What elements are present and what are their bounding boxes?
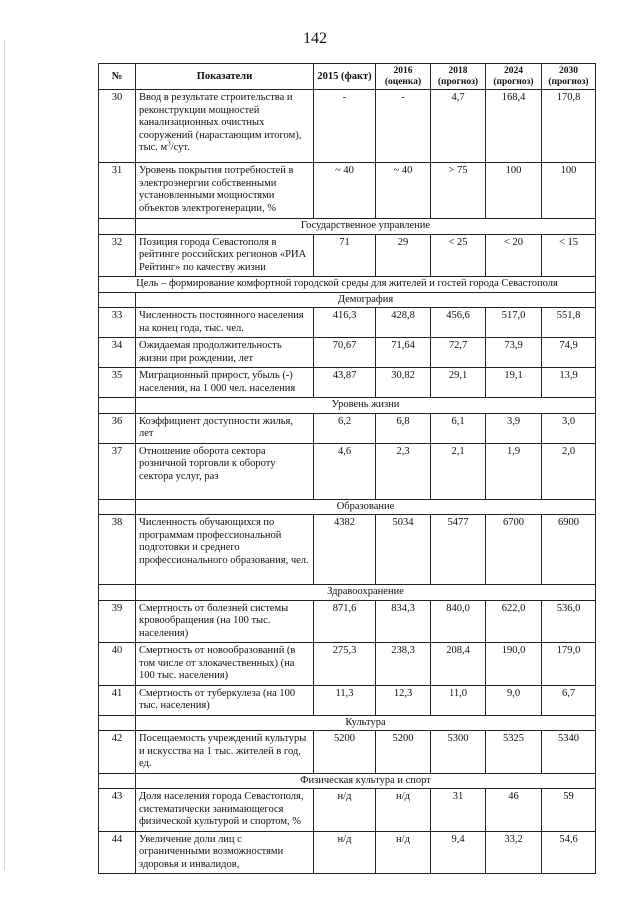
value-2024: 3,9: [486, 413, 542, 443]
header-2016: [376, 64, 431, 90]
value-2018: 72,7: [431, 338, 486, 368]
header-2018: [431, 64, 486, 90]
table-row: [99, 234, 596, 277]
row-indicator: Смертность от болезней системы кровообращения (на 100 тыс. населения): [136, 600, 314, 643]
row-indicator-tail: /сут.: [170, 142, 190, 153]
value-2024: 46: [486, 789, 542, 832]
value-2024: 33,2: [486, 831, 542, 874]
row-indicator: [136, 90, 314, 163]
value-2018: > 75: [431, 163, 486, 219]
value-2018: 2,1: [431, 443, 486, 499]
value-2024: 622,0: [486, 600, 542, 643]
row-indicator: Смертность от туберкулеза (на 100 тыс. населения): [136, 685, 314, 715]
value-2030: 551,8: [542, 308, 596, 338]
section-spacer: [99, 292, 136, 308]
scan-edge-line: [4, 40, 5, 870]
value-2018: 208,4: [431, 643, 486, 686]
value-2030: 170,8: [542, 90, 596, 163]
section-title-healthcare: Здравоохранение: [136, 585, 596, 601]
row-number: 38: [99, 515, 136, 585]
table-header-row: [99, 64, 596, 90]
value-2016: н/д: [376, 831, 431, 874]
section-row: [99, 499, 596, 515]
value-2030: 100: [542, 163, 596, 219]
row-indicator: Доля населения города Севастополя, систематически занимающегося физической культурой и спортом, %: [136, 789, 314, 832]
value-2024: 190,0: [486, 643, 542, 686]
value-2030: 2,0: [542, 443, 596, 499]
page-number: 142: [303, 30, 327, 47]
value-2016: н/д: [376, 789, 431, 832]
value-2016: 29: [376, 234, 431, 277]
row-number: 31: [99, 163, 136, 219]
header-2015: 2015 (факт): [314, 64, 376, 90]
section-spacer: [99, 773, 136, 789]
value-2018: 31: [431, 789, 486, 832]
value-2016: 30,82: [376, 368, 431, 398]
value-2015: 4382: [314, 515, 376, 585]
section-spacer: [99, 715, 136, 731]
row-indicator: Миграционный прирост, убыль (-) населения, на 1 000 чел. населения: [136, 368, 314, 398]
row-number: 35: [99, 368, 136, 398]
value-2030: 179,0: [542, 643, 596, 686]
value-2030: 54,6: [542, 831, 596, 874]
value-2016: 428,8: [376, 308, 431, 338]
table-row: [99, 643, 596, 686]
row-indicator-text: Ввод в результате строительства и реконструкции мощностей канализационных очистных сооружений (нарастающим итогом), тыс. м: [139, 92, 302, 153]
value-2030: 5340: [542, 731, 596, 774]
value-2030: 536,0: [542, 600, 596, 643]
row-indicator: Увеличение доли лиц с ограниченными возможностями здоровья и инвалидов,: [136, 831, 314, 874]
row-number: 34: [99, 338, 136, 368]
value-2024: 100: [486, 163, 542, 219]
section-spacer: [99, 585, 136, 601]
row-number: 39: [99, 600, 136, 643]
table-row: [99, 90, 596, 163]
table-row: [99, 789, 596, 832]
row-indicator: Численность обучающихся по программам профессиональной подготовки и среднего профессионального образования, чел.: [136, 515, 314, 585]
section-title-living-standards: Уровень жизни: [136, 398, 596, 414]
value-2018: 840,0: [431, 600, 486, 643]
value-2015: 11,3: [314, 685, 376, 715]
header-2024: [486, 64, 542, 90]
value-2018: 5300: [431, 731, 486, 774]
header-2030: [542, 64, 596, 90]
value-2015: н/д: [314, 789, 376, 832]
table-row: [99, 515, 596, 585]
value-2015: 43,87: [314, 368, 376, 398]
header-2016-note: (оценка): [384, 76, 422, 87]
value-2018: 5477: [431, 515, 486, 585]
goal-row: [99, 277, 596, 293]
value-2024: 1,9: [486, 443, 542, 499]
value-2024: 73,9: [486, 338, 542, 368]
indicators-table: [98, 63, 596, 874]
header-indicator: Показатели: [136, 64, 314, 90]
value-2018: 456,6: [431, 308, 486, 338]
table-row: [99, 443, 596, 499]
value-2016: 834,3: [376, 600, 431, 643]
row-number: 44: [99, 831, 136, 874]
row-indicator: Позиция города Севастополя в рейтинге российских регионов «РИА Рейтинг» по качеству жизни: [136, 234, 314, 277]
value-2015: 416,3: [314, 308, 376, 338]
section-spacer: [99, 499, 136, 515]
row-number: 40: [99, 643, 136, 686]
value-2030: 6900: [542, 515, 596, 585]
value-2016: 71,64: [376, 338, 431, 368]
section-title-demography: Демография: [136, 292, 596, 308]
header-2024-year: 2024: [504, 66, 523, 76]
value-2016: 12,3: [376, 685, 431, 715]
value-2016: -: [376, 90, 431, 163]
table-row: [99, 413, 596, 443]
value-2015: 5200: [314, 731, 376, 774]
value-2015: 4,6: [314, 443, 376, 499]
value-2024: 168,4: [486, 90, 542, 163]
section-row: [99, 585, 596, 601]
row-number: 42: [99, 731, 136, 774]
value-2016: 2,3: [376, 443, 431, 499]
header-2018-note: (прогноз): [437, 76, 479, 87]
value-2015: 275,3: [314, 643, 376, 686]
row-number: 36: [99, 413, 136, 443]
row-number: 32: [99, 234, 136, 277]
table-row: [99, 308, 596, 338]
section-row: [99, 292, 596, 308]
value-2024: 9,0: [486, 685, 542, 715]
row-number: 37: [99, 443, 136, 499]
value-2018: 4,7: [431, 90, 486, 163]
value-2024: 517,0: [486, 308, 542, 338]
value-2016: 238,3: [376, 643, 431, 686]
header-2024-note: (прогноз): [493, 76, 534, 87]
row-indicator: Посещаемость учреждений культуры и искусства на 1 тыс. жителей в год, ед.: [136, 731, 314, 774]
value-2024: < 20: [486, 234, 542, 277]
row-number: 30: [99, 90, 136, 163]
value-2015: ~ 40: [314, 163, 376, 219]
section-title-education: Образование: [136, 499, 596, 515]
table-row: [99, 163, 596, 219]
section-row: [99, 773, 596, 789]
row-indicator-sup: 3: [167, 139, 171, 148]
header-2018-year: 2018: [448, 66, 468, 76]
value-2016: 5200: [376, 731, 431, 774]
goal-title: Цель – формирование комфортной городской среды для жителей и гостей города Севастополя: [99, 277, 596, 293]
row-indicator: Уровень покрытия потребностей в электроэнергии собственными установленными мощностями объектов электрогенерации, %: [136, 163, 314, 219]
value-2018: 9,4: [431, 831, 486, 874]
value-2024: 6700: [486, 515, 542, 585]
table-row: [99, 731, 596, 774]
table-row: [99, 338, 596, 368]
row-indicator: Отношение оборота сектора розничной торговли к обороту сектора услуг, раз: [136, 443, 314, 499]
section-title-gov: Государственное управление: [136, 219, 596, 235]
row-indicator: Численность постоянного населения на конец года, тыс. чел.: [136, 308, 314, 338]
value-2018: 11,0: [431, 685, 486, 715]
row-indicator: Смертность от новообразований (в том числе от злокачественных) (на 100 тыс. населения): [136, 643, 314, 686]
value-2024: 5325: [486, 731, 542, 774]
value-2030: 13,9: [542, 368, 596, 398]
value-2015: 70,67: [314, 338, 376, 368]
section-spacer: [99, 219, 136, 235]
value-2016: 6,8: [376, 413, 431, 443]
value-2018: 6,1: [431, 413, 486, 443]
table-row: [99, 600, 596, 643]
header-no: №: [99, 64, 136, 90]
value-2024: 19,1: [486, 368, 542, 398]
value-2015: 6,2: [314, 413, 376, 443]
header-2016-year: 2016: [393, 66, 413, 76]
section-row: [99, 715, 596, 731]
section-title-sport: Физическая культура и спорт: [136, 773, 596, 789]
header-2030-year: 2030: [559, 66, 578, 76]
value-2015: 871,6: [314, 600, 376, 643]
row-number: 43: [99, 789, 136, 832]
section-title-culture: Культура: [136, 715, 596, 731]
row-number: 33: [99, 308, 136, 338]
value-2015: -: [314, 90, 376, 163]
row-number: 41: [99, 685, 136, 715]
table-row: [99, 831, 596, 874]
value-2016: ~ 40: [376, 163, 431, 219]
value-2030: 6,7: [542, 685, 596, 715]
value-2030: < 15: [542, 234, 596, 277]
value-2030: 59: [542, 789, 596, 832]
section-spacer: [99, 398, 136, 414]
row-indicator: Ожидаемая продолжительность жизни при рождении, лет: [136, 338, 314, 368]
row-indicator: Коэффициент доступности жилья, лет: [136, 413, 314, 443]
section-row: [99, 219, 596, 235]
value-2030: 74,9: [542, 338, 596, 368]
header-2030-note: (прогноз): [548, 76, 589, 87]
table-row: [99, 368, 596, 398]
table-row: [99, 685, 596, 715]
value-2030: 3,0: [542, 413, 596, 443]
section-row: [99, 398, 596, 414]
value-2016: 5034: [376, 515, 431, 585]
value-2018: < 25: [431, 234, 486, 277]
value-2015: н/д: [314, 831, 376, 874]
value-2015: 71: [314, 234, 376, 277]
value-2018: 29,1: [431, 368, 486, 398]
